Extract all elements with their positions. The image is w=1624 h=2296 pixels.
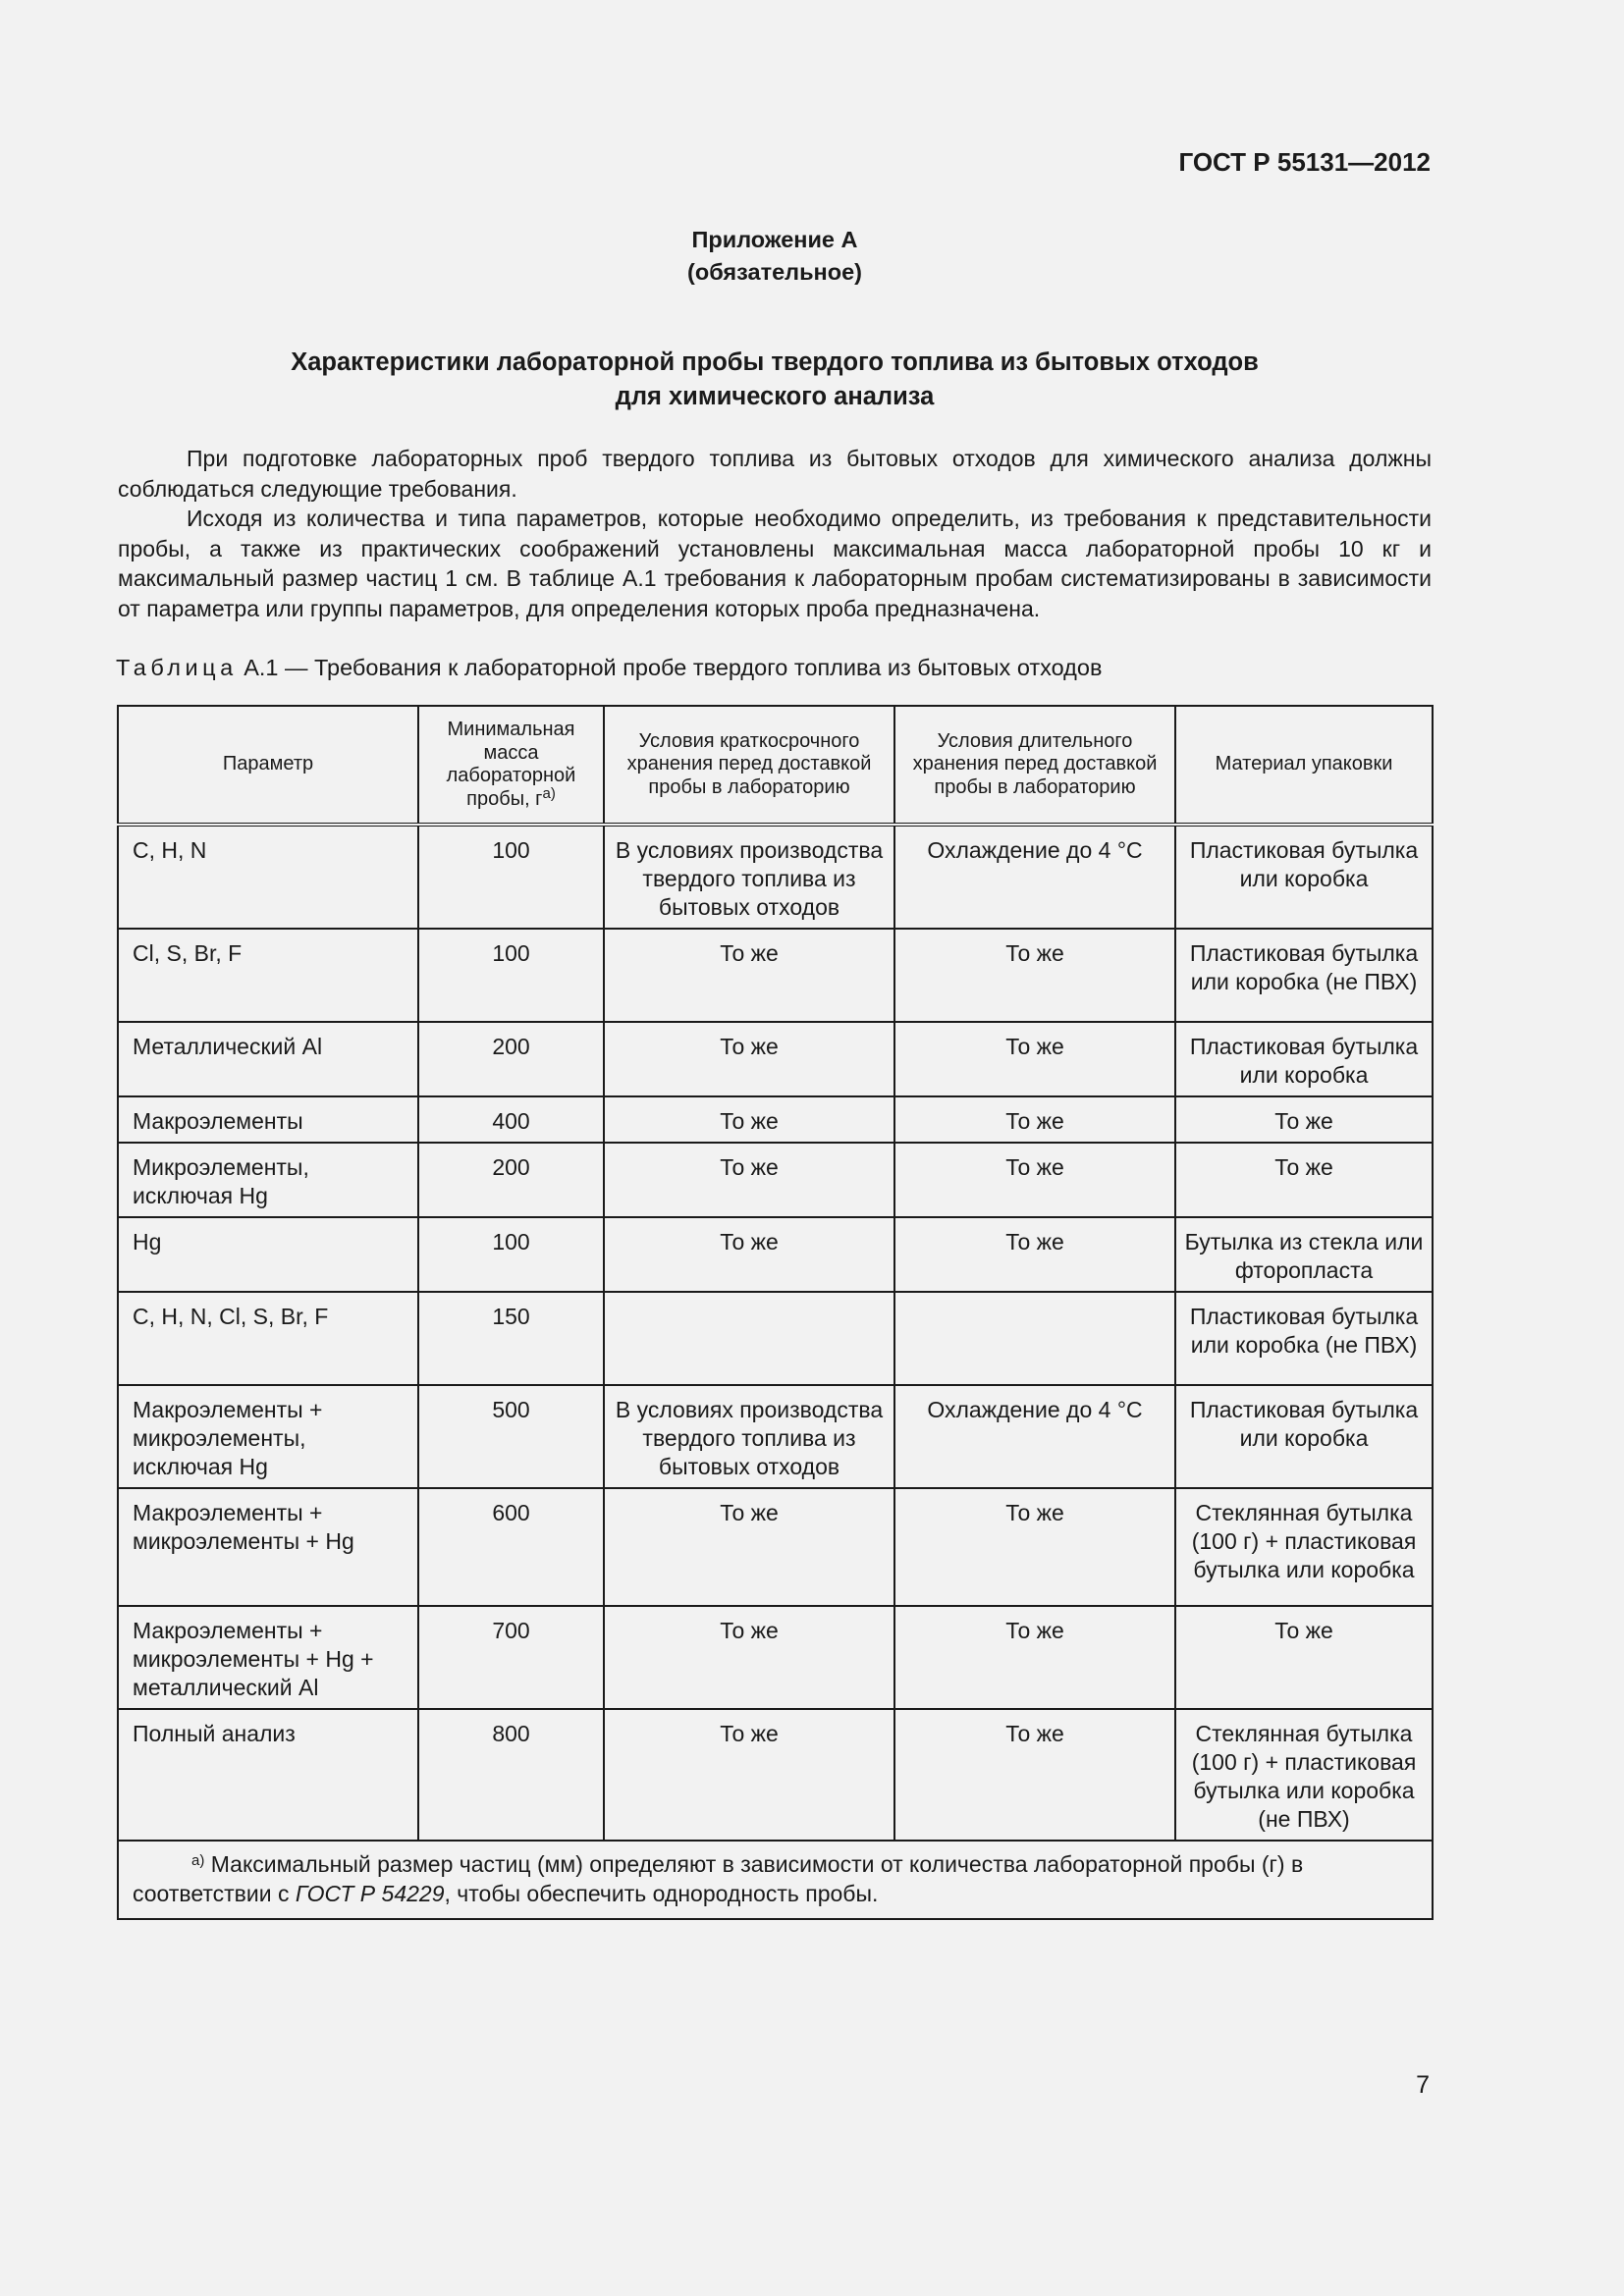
- cell-param: C, H, N, Cl, S, Br, F: [118, 1292, 418, 1385]
- footnote-text-after: , чтобы обеспечить однородность пробы.: [444, 1881, 879, 1906]
- header-packaging: Материал упаковки: [1175, 706, 1433, 825]
- cell-short-storage: То же: [604, 1709, 894, 1841]
- cell-packaging: То же: [1175, 1606, 1433, 1709]
- cell-param: Микроэлементы, исключая Hg: [118, 1143, 418, 1217]
- cell-packaging: Бутылка из стекла или фторопласта: [1175, 1217, 1433, 1292]
- cell-long-storage: [894, 1292, 1175, 1385]
- cell-short-storage: То же: [604, 1217, 894, 1292]
- table-row: [118, 1606, 1433, 1709]
- cell-long-storage: То же: [894, 1488, 1175, 1606]
- paragraph-2: Исходя из количества и типа параметров, которые необходимо определить, из требования к представительности пробы, а также из практических соображений установлены максимальная масса лабораторной пробы 10 кг и максимальный размер частиц 1 см. В таблице А.1 требования к лабораторным пробам систематизированы в зависимости от параметра или группы параметров, для определения которых проба предназначена.: [118, 506, 1432, 621]
- document-title-line-2: для химического анализа: [615, 383, 935, 410]
- cell-short-storage: То же: [604, 1096, 894, 1143]
- annex-status: (обязательное): [687, 259, 862, 285]
- header-param: Параметр: [118, 706, 418, 825]
- cell-short-storage: То же: [604, 1143, 894, 1217]
- cell-param: Макроэлементы + микроэлементы + Hg: [118, 1488, 418, 1606]
- table-row: [118, 825, 1433, 929]
- annex-title: Приложение А: [691, 227, 858, 252]
- cell-packaging: Пластиковая бутылка или коробка: [1175, 1385, 1433, 1488]
- cell-packaging: Стеклянная бутылка (100 г) + пластиковая бутылка или коробка (не ПВХ): [1175, 1709, 1433, 1841]
- table-row: [118, 1385, 1433, 1488]
- footnote-reference: ГОСТ Р 54229: [295, 1881, 445, 1906]
- header-mass-footnote-mark: а): [542, 784, 556, 802]
- cell-short-storage: То же: [604, 929, 894, 1022]
- table-row: [118, 1096, 1433, 1143]
- table-row: [118, 1488, 1433, 1606]
- page-number: 7: [1416, 2071, 1430, 2099]
- cell-mass: 600: [418, 1488, 604, 1606]
- cell-short-storage: То же: [604, 1022, 894, 1096]
- cell-short-storage: [604, 1292, 894, 1385]
- header-mass: [418, 706, 604, 825]
- table-row: [118, 1292, 1433, 1385]
- cell-param: Hg: [118, 1217, 418, 1292]
- cell-mass: 100: [418, 1217, 604, 1292]
- footnote-row: [118, 1841, 1433, 1919]
- cell-mass: 100: [418, 825, 604, 929]
- cell-packaging: То же: [1175, 1143, 1433, 1217]
- header-short-storage: Условия краткосрочного хранения перед доставкой пробы в лабораторию: [604, 706, 894, 825]
- cell-param: Металлический Al: [118, 1022, 418, 1096]
- table-caption: [116, 655, 1102, 681]
- table-row: [118, 1709, 1433, 1841]
- cell-short-storage: То же: [604, 1606, 894, 1709]
- cell-packaging: Пластиковая бутылка или коробка: [1175, 1022, 1433, 1096]
- table-row: [118, 1022, 1433, 1096]
- table-body: [118, 825, 1433, 1841]
- cell-packaging: Пластиковая бутылка или коробка (не ПВХ): [1175, 929, 1433, 1022]
- table-caption-text: А.1 — Требования к лабораторной пробе твердого топлива из бытовых отходов: [244, 655, 1103, 680]
- cell-long-storage: То же: [894, 929, 1175, 1022]
- footnote-text-before: Максимальный размер частиц (мм) определяют в зависимости от количества лабораторной пробы (г) в соответствии с: [133, 1851, 1304, 1906]
- table-row: [118, 929, 1433, 1022]
- cell-long-storage: То же: [894, 1709, 1175, 1841]
- cell-param: Макроэлементы + микроэлементы, исключая Hg: [118, 1385, 418, 1488]
- cell-packaging: То же: [1175, 1096, 1433, 1143]
- cell-short-storage: В условиях производства твердого топлива из бытовых отходов: [604, 825, 894, 929]
- cell-mass: 200: [418, 1022, 604, 1096]
- paragraph-1: При подготовке лабораторных проб твердого топлива из бытовых отходов для химического анализа должны соблюдаться следующие требования.: [118, 446, 1432, 502]
- document-title-line-1: Характеристики лабораторной пробы твердого топлива из бытовых отходов: [291, 348, 1259, 376]
- document-title: [118, 346, 1432, 414]
- cell-short-storage: То же: [604, 1488, 894, 1606]
- cell-long-storage: То же: [894, 1143, 1175, 1217]
- cell-long-storage: То же: [894, 1606, 1175, 1709]
- cell-param: Полный анализ: [118, 1709, 418, 1841]
- cell-mass: 400: [418, 1096, 604, 1143]
- cell-short-storage: В условиях производства твердого топлива из бытовых отходов: [604, 1385, 894, 1488]
- cell-mass: 800: [418, 1709, 604, 1841]
- cell-mass: 700: [418, 1606, 604, 1709]
- cell-mass: 500: [418, 1385, 604, 1488]
- cell-packaging: Пластиковая бутылка или коробка (не ПВХ): [1175, 1292, 1433, 1385]
- cell-param: Cl, S, Br, F: [118, 929, 418, 1022]
- table-caption-label: Таблица: [116, 655, 238, 680]
- table-footnote: [118, 1841, 1433, 1919]
- header-long-storage: Условия длительного хранения перед доставкой пробы в лабораторию: [894, 706, 1175, 825]
- table-row: [118, 1217, 1433, 1292]
- body-text: [118, 444, 1432, 623]
- cell-mass: 100: [418, 929, 604, 1022]
- cell-param: C, H, N: [118, 825, 418, 929]
- header-mass-text: Минимальная масса лабораторной пробы, г: [446, 719, 576, 810]
- cell-param: Макроэлементы + микроэлементы + Hg + металлический Al: [118, 1606, 418, 1709]
- cell-long-storage: То же: [894, 1096, 1175, 1143]
- cell-long-storage: Охлаждение до 4 °С: [894, 825, 1175, 929]
- cell-long-storage: То же: [894, 1022, 1175, 1096]
- cell-long-storage: То же: [894, 1217, 1175, 1292]
- table-row: [118, 1143, 1433, 1217]
- cell-packaging: Стеклянная бутылка (100 г) + пластиковая бутылка или коробка: [1175, 1488, 1433, 1606]
- cell-param: Макроэлементы: [118, 1096, 418, 1143]
- table-header-row: [118, 706, 1433, 825]
- annex-heading: [118, 224, 1432, 289]
- standard-code: ГОСТ Р 55131—2012: [1178, 147, 1431, 177]
- cell-mass: 150: [418, 1292, 604, 1385]
- cell-long-storage: Охлаждение до 4 °С: [894, 1385, 1175, 1488]
- footnote-mark: а): [191, 1852, 205, 1869]
- cell-mass: 200: [418, 1143, 604, 1217]
- cell-packaging: Пластиковая бутылка или коробка: [1175, 825, 1433, 929]
- requirements-table: [117, 705, 1434, 1920]
